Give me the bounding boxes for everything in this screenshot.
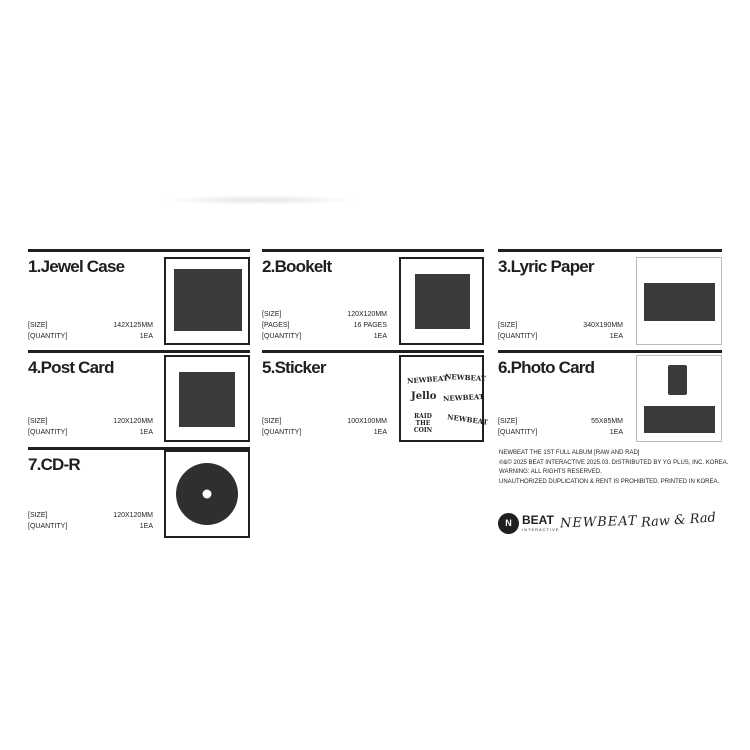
booklet-icon [415, 274, 470, 329]
sticker-word: NEWBEAT [446, 412, 489, 427]
spec-label: [QUANTITY] [262, 429, 302, 436]
sticker-word: NEWBEAT [444, 371, 487, 384]
post-card-icon [179, 372, 235, 427]
spec-value: 55X85MM [591, 418, 623, 425]
item-specs [28, 510, 153, 532]
spec-label: [QUANTITY] [498, 333, 538, 340]
photo-card-icon [668, 365, 687, 395]
spec-value: 1EA [139, 333, 153, 340]
item-title: 5.Sticker [262, 358, 326, 377]
beat-sub: INTERACTIVE [522, 527, 560, 532]
item-specs [28, 416, 153, 438]
decorative-shadow [160, 195, 360, 205]
copyright-line: ℗&© 2025 BEAT INTERACTIVE 2025.03. DISTRIBUTED BY YG PLUS, INC. KOREA. [499, 459, 729, 466]
item-jewel-case [28, 249, 250, 347]
logo-row [498, 510, 738, 538]
item-title: 4.Post Card [28, 358, 114, 377]
item-cd-r [28, 447, 250, 540]
spec-label: [PAGES] [262, 322, 290, 329]
copyright-block [499, 449, 739, 487]
spec-label: [SIZE] [498, 322, 518, 329]
item-title: 3.Lyric Paper [498, 257, 594, 276]
beat-logo-icon: N [498, 513, 519, 534]
spec-label: [SIZE] [262, 311, 282, 318]
disc-icon [166, 452, 248, 536]
item-specs [498, 320, 623, 342]
spec-value: 120X120MM [347, 311, 387, 318]
spec-value: 100X100MM [347, 418, 387, 425]
jewel-case-icon [174, 269, 242, 331]
spec-value: 1EA [139, 523, 153, 530]
spec-value: 340X190MM [583, 322, 623, 329]
item-lyric-paper [498, 249, 722, 347]
lyric-paper-icon [644, 283, 715, 321]
photo-card-image [636, 355, 722, 442]
spec-label: [QUANTITY] [262, 333, 302, 340]
spec-label: [SIZE] [28, 512, 48, 519]
sticker-sheet-icon [399, 355, 489, 442]
spec-value: 1EA [609, 429, 623, 436]
spec-label: [QUANTITY] [498, 429, 538, 436]
spec-value: 142X125MM [113, 322, 153, 329]
item-specs [498, 416, 623, 438]
item-specs [262, 416, 387, 438]
jewel-case-image [164, 257, 250, 345]
spec-value: 1EA [609, 333, 623, 340]
copyright-line: NEWBEAT THE 1ST FULL ALBUM [RAW AND RAD] [499, 450, 640, 456]
beat-brand: BEAT [522, 513, 554, 527]
item-booklet [262, 249, 484, 347]
item-title: 7.CD-R [28, 455, 80, 474]
spec-label: [QUANTITY] [28, 429, 68, 436]
item-title: 2.Bookelt [262, 257, 332, 276]
spec-label: [SIZE] [28, 418, 48, 425]
post-card-image [164, 355, 250, 442]
item-specs [28, 320, 153, 342]
spec-value: 1EA [373, 333, 387, 340]
booklet-image [399, 257, 484, 345]
item-sticker [262, 350, 489, 443]
item-specs [262, 309, 387, 342]
spec-label: [QUANTITY] [28, 333, 68, 340]
sticker-word: RAID THE COIN [413, 413, 433, 434]
cd-r-image [164, 450, 250, 538]
sticker-word: NEWBEAT [406, 373, 449, 386]
item-post-card [28, 350, 250, 443]
copyright-line: WARNING: ALL RIGHTS RESERVED. [499, 469, 602, 475]
newbeat-wordmark: NEWBEAT [559, 513, 638, 532]
spec-value: 120X120MM [113, 418, 153, 425]
item-title: 6.Photo Card [498, 358, 595, 377]
photo-card-strip [644, 406, 715, 433]
sticker-word: Jello [411, 391, 437, 402]
copyright-line: UNAUTHORIZED DUPLICATION & RENT IS PROHIBITED. PRINTED IN KOREA. [499, 478, 720, 485]
spec-label: [QUANTITY] [28, 523, 68, 530]
spec-value: 1EA [139, 429, 153, 436]
spec-label: [SIZE] [28, 322, 48, 329]
item-photo-card [498, 350, 722, 443]
spec-label: [SIZE] [498, 418, 518, 425]
album-wordmark: Raw & Rad [640, 510, 717, 531]
sticker-word: NEWBEAT [442, 391, 485, 404]
item-title: 1.Jewel Case [28, 257, 125, 276]
spec-label: [SIZE] [262, 418, 282, 425]
spec-value: 1EA [373, 429, 387, 436]
spec-value: 16 PAGES [353, 322, 387, 329]
spec-value: 120X120MM [113, 512, 153, 519]
lyric-paper-image [636, 257, 722, 345]
